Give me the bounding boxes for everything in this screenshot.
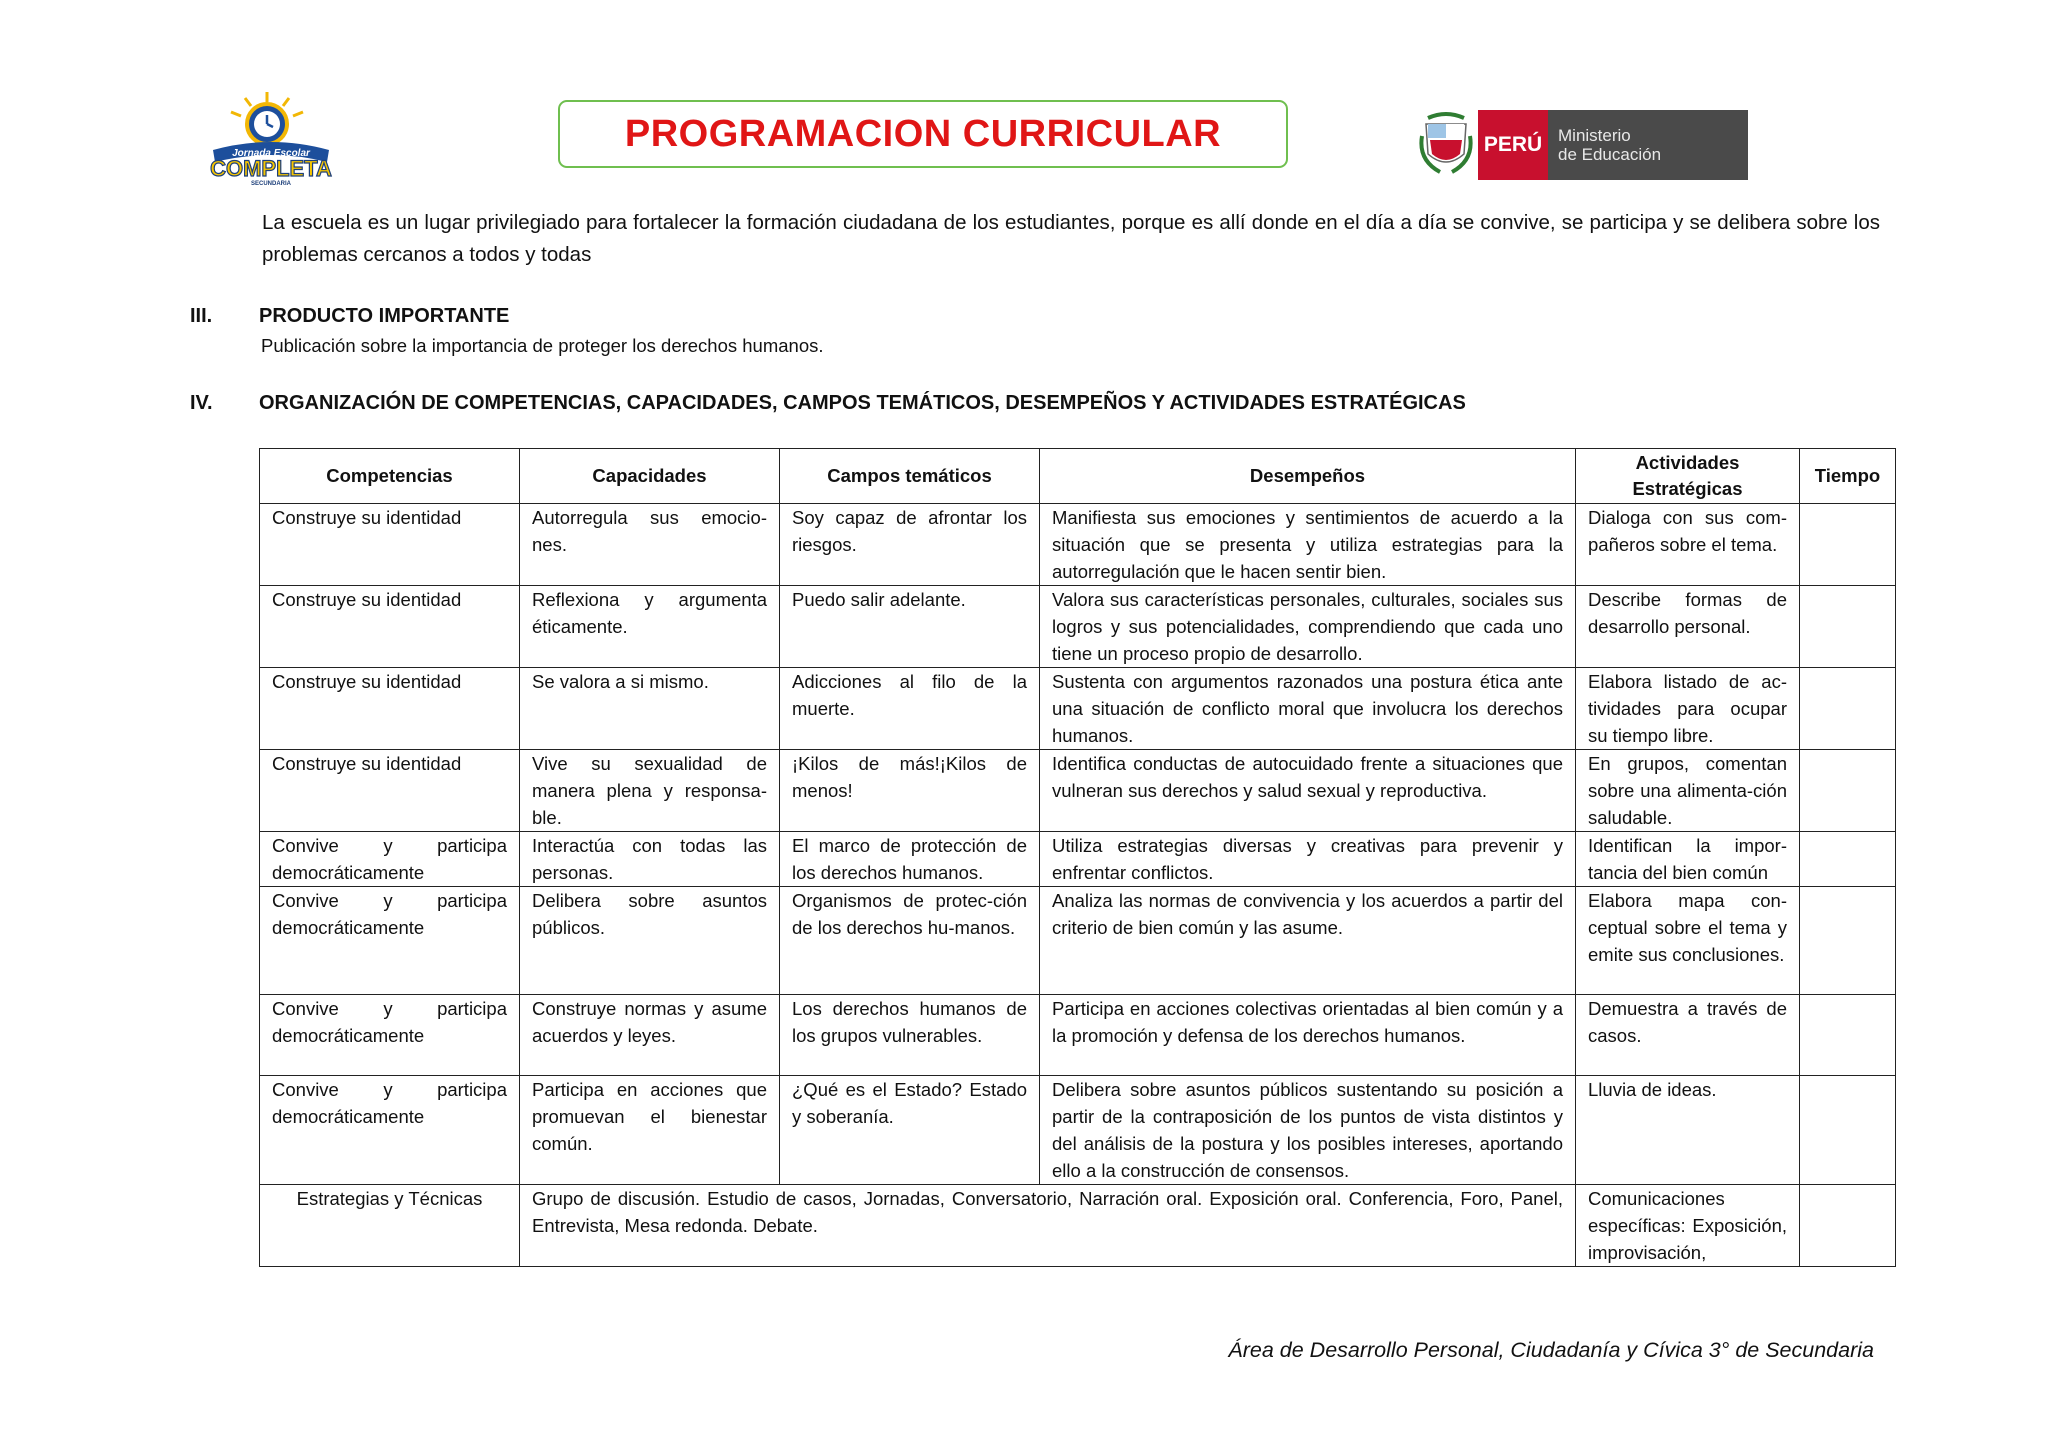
ministerio-line1: Ministerio	[1558, 126, 1631, 145]
table-row	[260, 832, 1896, 887]
table-row	[260, 750, 1896, 832]
ministerio-line2: de Educación	[1558, 145, 1662, 164]
cell-campo: El marco de protección de los derechos humanos.	[780, 832, 1040, 887]
cell-competencia: Construye su identidad	[260, 668, 520, 750]
cell-actividad: Demuestra a través de casos.	[1576, 995, 1800, 1076]
header-actividades: Actividades Estratégicas	[1576, 449, 1800, 504]
cell-tiempo	[1800, 750, 1896, 832]
section3-text: Publicación sobre la importancia de proteger los derechos humanos.	[261, 335, 824, 356]
cell-capacidad: Participa en acciones que promuevan el bienestar común.	[520, 1076, 780, 1185]
header-capacidades: Capacidades	[520, 449, 780, 504]
intro-paragraph: La escuela es un lugar privilegiado para fortalecer la formación ciudadana de los estudiantes, porque es allí donde en el día a día se convive, se participa y se delibera sobre los problemas cercanos a todos y todas	[262, 211, 1880, 266]
table-row	[260, 1076, 1896, 1185]
cell-actividad: Elabora listado de ac-tividades para ocupar su tiempo libre.	[1576, 668, 1800, 750]
logo-line2: COMPLETA	[210, 156, 332, 181]
cell-competencia: Convive y participa democráticamente	[260, 1076, 520, 1185]
header-desempenos: Desempeños	[1040, 449, 1576, 504]
cell-capacidad: Delibera sobre asuntos públicos.	[520, 887, 780, 995]
minedu-logo	[1418, 110, 1748, 180]
table-row	[260, 995, 1896, 1076]
cell-desempeno: Manifiesta sus emociones y sentimientos de acuerdo a la situación que se presenta y utiliza estrategias para la autorregulación que le hacen sentir bien.	[1040, 504, 1576, 586]
table-row	[260, 504, 1896, 586]
cell-actividad: Describe formas de desarrollo personal.	[1576, 586, 1800, 668]
peru-label: PERÚ	[1478, 110, 1548, 180]
cell-competencia: Construye su identidad	[260, 504, 520, 586]
cell-tiempo	[1800, 832, 1896, 887]
cell-actividad: Elabora mapa con-ceptual sobre el tema y emite sus conclusiones.	[1576, 887, 1800, 995]
jornada-escolar-completa-logo	[205, 90, 337, 186]
cell-capacidad: Se valora a si mismo.	[520, 668, 780, 750]
table-header-row	[260, 449, 1896, 504]
section3-number: III.	[190, 305, 213, 327]
cell-estrategias-label: Estrategias y Técnicas	[260, 1185, 520, 1267]
cell-capacidad: Autorregula sus emocio-nes.	[520, 504, 780, 586]
cell-tiempo	[1800, 887, 1896, 995]
cell-actividad: Identifican la impor-tancia del bien común	[1576, 832, 1800, 887]
ministerio-label	[1548, 110, 1748, 180]
cell-estrategias-tiempo	[1800, 1185, 1896, 1267]
cell-campo: Soy capaz de afrontar los riesgos.	[780, 504, 1040, 586]
competencias-table	[259, 448, 1896, 1267]
cell-desempeno: Valora sus características personales, culturales, sociales sus logros y sus potencialidades, comprendiendo que cada uno tiene un proceso propio de desarrollo.	[1040, 586, 1576, 668]
cell-desempeno: Utiliza estrategias diversas y creativas para prevenir y enfrentar conflictos.	[1040, 832, 1576, 887]
table-row	[260, 887, 1896, 995]
cell-capacidad: Interactúa con todas las personas.	[520, 832, 780, 887]
cell-campo: Los derechos humanos de los grupos vulnerables.	[780, 995, 1040, 1076]
cell-actividad: Dialoga con sus com-pañeros sobre el tema.	[1576, 504, 1800, 586]
page-footer: Área de Desarrollo Personal, Ciudadanía y Cívica 3° de Secundaria	[1228, 1338, 1874, 1362]
table-row	[260, 668, 1896, 750]
logo-line3: SECUNDARIA	[250, 181, 292, 186]
header-campos-tematicos: Campos temáticos	[780, 449, 1040, 504]
cell-desempeno: Analiza las normas de convivencia y los acuerdos a partir del criterio de bien común y las asume.	[1040, 887, 1576, 995]
cell-actividad: Lluvia de ideas.	[1576, 1076, 1800, 1185]
logo-line1: Jornada Escolar	[232, 148, 310, 159]
page-title: PROGRAMACION CURRICULAR	[624, 112, 1222, 155]
cell-tiempo	[1800, 586, 1896, 668]
cell-competencia: Convive y participa democráticamente	[260, 887, 520, 995]
cell-campo: Adicciones al filo de la muerte.	[780, 668, 1040, 750]
section4-title: ORGANIZACIÓN DE COMPETENCIAS, CAPACIDADES, CAMPOS TEMÁTICOS, DESEMPEÑOS Y ACTIVIDADES ESTRATÉGICAS	[259, 392, 1466, 414]
cell-estrategias-actividad: Comunicaciones específicas: Exposición, improvisación,	[1576, 1185, 1800, 1267]
cell-tiempo	[1800, 995, 1896, 1076]
table-row-estrategias	[260, 1185, 1896, 1267]
cell-competencia: Convive y participa democráticamente	[260, 995, 520, 1076]
cell-competencia: Convive y participa democráticamente	[260, 832, 520, 887]
cell-desempeno: Participa en acciones colectivas orientadas al bien común y a la promoción y defensa de los derechos humanos.	[1040, 995, 1576, 1076]
table-row	[260, 586, 1896, 668]
cell-capacidad: Reflexiona y argumenta éticamente.	[520, 586, 780, 668]
cell-campo: Puedo salir adelante.	[780, 586, 1040, 668]
cell-campo: ¿Qué es el Estado? Estado y soberanía.	[780, 1076, 1040, 1185]
cell-tiempo	[1800, 1076, 1896, 1185]
cell-tiempo	[1800, 504, 1896, 586]
cell-desempeno: Identifica conductas de autocuidado frente a situaciones que vulneran sus derechos y salud sexual y reproductiva.	[1040, 750, 1576, 832]
cell-tiempo	[1800, 668, 1896, 750]
cell-competencia: Construye su identidad	[260, 586, 520, 668]
header-tiempo: Tiempo	[1800, 449, 1896, 504]
header-competencias: Competencias	[260, 449, 520, 504]
cell-competencia: Construye su identidad	[260, 750, 520, 832]
cell-capacidad: Construye normas y asume acuerdos y leyes.	[520, 995, 780, 1076]
cell-campo: Organismos de protec-ción de los derechos hu-manos.	[780, 887, 1040, 995]
cell-estrategias-text: Grupo de discusión. Estudio de casos, Jornadas, Conversatorio, Narración oral. Exposición oral. Conferencia, Foro, Panel, Entrevista, Mesa redonda. Debate.	[520, 1185, 1576, 1267]
cell-desempeno: Sustenta con argumentos razonados una postura ética ante una situación de conflicto moral que involucra los derechos humanos.	[1040, 668, 1576, 750]
section3-title: PRODUCTO IMPORTANTE	[259, 305, 510, 327]
peru-coat-of-arms-icon	[1418, 110, 1474, 180]
cell-actividad: En grupos, comentan sobre una alimenta-ción saludable.	[1576, 750, 1800, 832]
cell-capacidad: Vive su sexualidad de manera plena y responsa-ble.	[520, 750, 780, 832]
title-box	[558, 100, 1288, 168]
section4-number: IV.	[190, 392, 213, 414]
cell-campo: ¡Kilos de más!¡Kilos de menos!	[780, 750, 1040, 832]
cell-desempeno: Delibera sobre asuntos públicos sustentando su posición a partir de la contraposición de los puntos de vista distintos y del análisis de la postura y los posibles intereses, aportando ello a la construcción de consensos.	[1040, 1076, 1576, 1185]
